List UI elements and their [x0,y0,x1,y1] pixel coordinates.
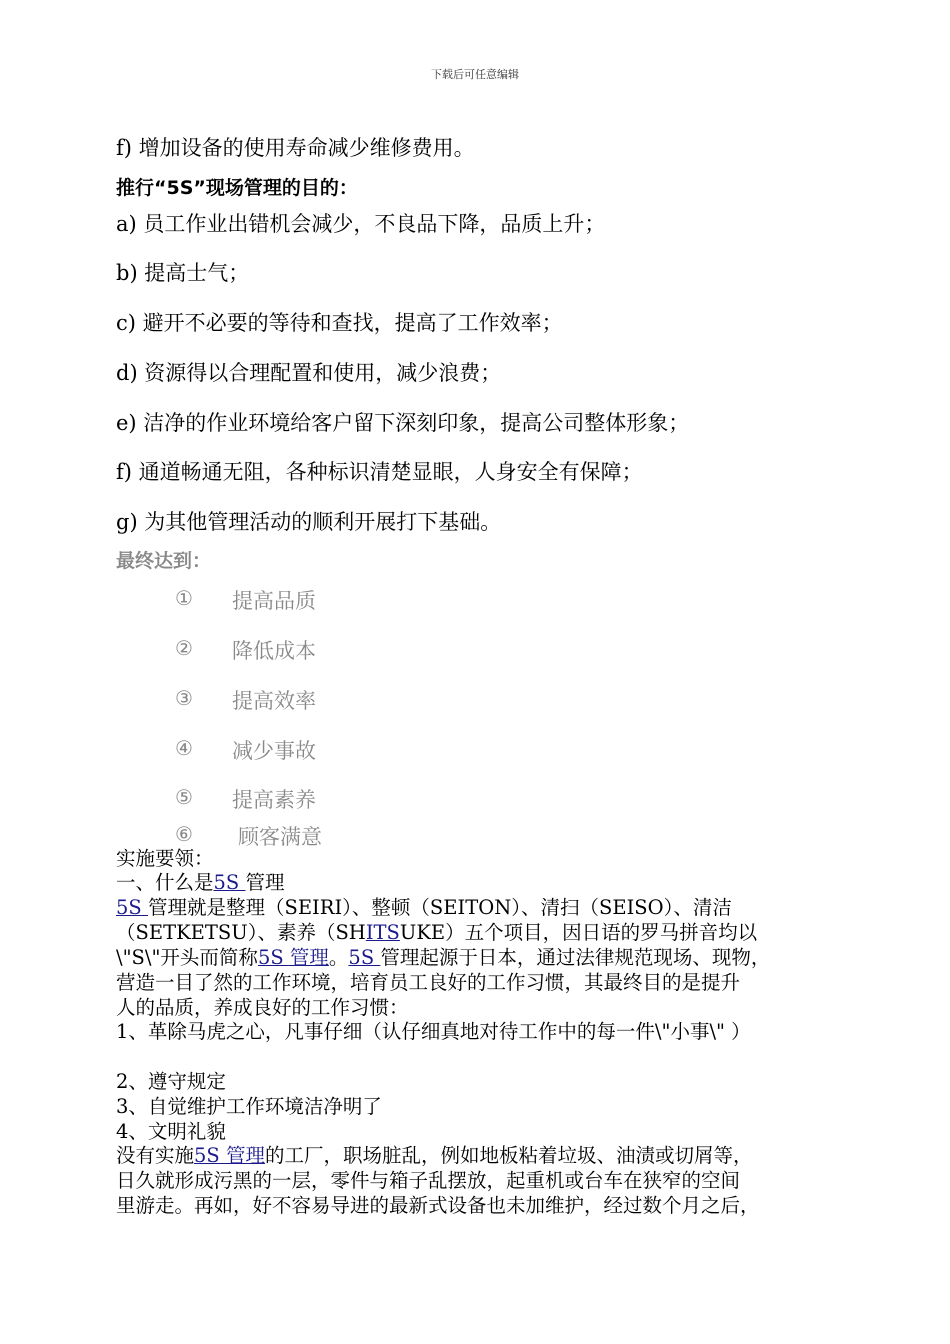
final-item-6: 顾客满意 [238,825,322,849]
purpose-e: e) 洁净的作业环境给客户留下深刻印象，提高公司整体形象； [116,411,690,435]
body-line-1: 实施要领： [116,847,214,870]
body-line-13: 日久就形成污黑的一层，零件与箱子乱摆放，起重机或台车在狭窄的空间 [116,1169,741,1192]
final-num-5: ⑤ [175,785,193,809]
body-line-9: 2、遵守规定 [116,1070,226,1093]
body-line-7: 人的品质，养成良好的工作习惯： [116,996,409,1019]
link-its[interactable]: ITS [365,921,400,944]
body-line-14: 里游走。再如，好不容易导进的最新式设备也未加维护，经过数个月之后， [116,1194,760,1217]
body-line-2: 一、什么是5S 管理 [116,871,285,894]
body-line-12: 没有实施5S 管理的工厂，职场脏乱，例如地板粘着垃圾、油渍或切屑等， [116,1144,753,1167]
heading-purpose: 推行“5S”现场管理的目的： [116,177,358,199]
line-f-lifespan: f) 增加设备的使用寿命减少维修费用。 [116,136,475,160]
final-num-2: ② [175,636,193,660]
body-line-6: 营造一目了然的工作环境，培育员工良好的工作习惯，其最终目的是提升 [116,971,741,994]
final-item-2: 降低成本 [232,639,316,663]
final-item-5: 提高素养 [232,788,316,812]
purpose-c: c) 避开不必要的等待和查找，提高了工作效率； [116,311,563,335]
final-num-3: ③ [175,686,193,710]
final-item-4: 减少事故 [232,739,316,763]
body-line-10: 3、自觉维护工作环境洁净明了 [116,1095,382,1118]
page-header: 下载后可任意编辑 [431,68,519,81]
body-line-8: 1、革除马虎之心，凡事仔细（认仔细真地对待工作中的每一件\"小事\" ） [116,1020,751,1043]
purpose-a: a) 员工作业出错机会减少，不良品下降，品质上升； [116,212,606,236]
heading-final: 最终达到： [116,550,212,572]
link-5s[interactable]: 5S [213,871,246,894]
link-5s-management[interactable]: 5S 管理 [257,946,329,969]
final-item-1: 提高品质 [232,589,316,613]
body-line-4: （SETKETSU）、素养（SHITSUKE）五个项目，因日语的罗马拼音均以 [116,921,758,944]
link-5s-3[interactable]: 5S [348,946,381,969]
final-item-3: 提高效率 [232,689,316,713]
link-5s-management-2[interactable]: 5S 管理 [194,1144,265,1167]
final-num-1: ① [175,586,193,610]
purpose-f: f) 通道畅通无阻，各种标识清楚显眼，人身安全有保障； [116,460,643,484]
body-line-5: \"S\"开头而简称5S 管理。5S 管理起源于日本，通过法律规范现场、现物， [116,946,771,969]
purpose-g: g) 为其他管理活动的顺利开展打下基础。 [116,510,502,534]
link-5s-2[interactable]: 5S [116,896,148,919]
final-num-4: ④ [175,736,193,760]
final-num-6: ⑥ [175,822,193,846]
body-line-11: 4、文明礼貌 [116,1120,226,1143]
body-line-3: 5S 管理就是整理（SEIRI）、整顿（SEITON）、清扫（SEISO）、清洁 [116,896,732,919]
purpose-d: d) 资源得以合理配置和使用，减少浪费； [116,361,502,385]
purpose-b: b) 提高士气； [116,261,250,285]
